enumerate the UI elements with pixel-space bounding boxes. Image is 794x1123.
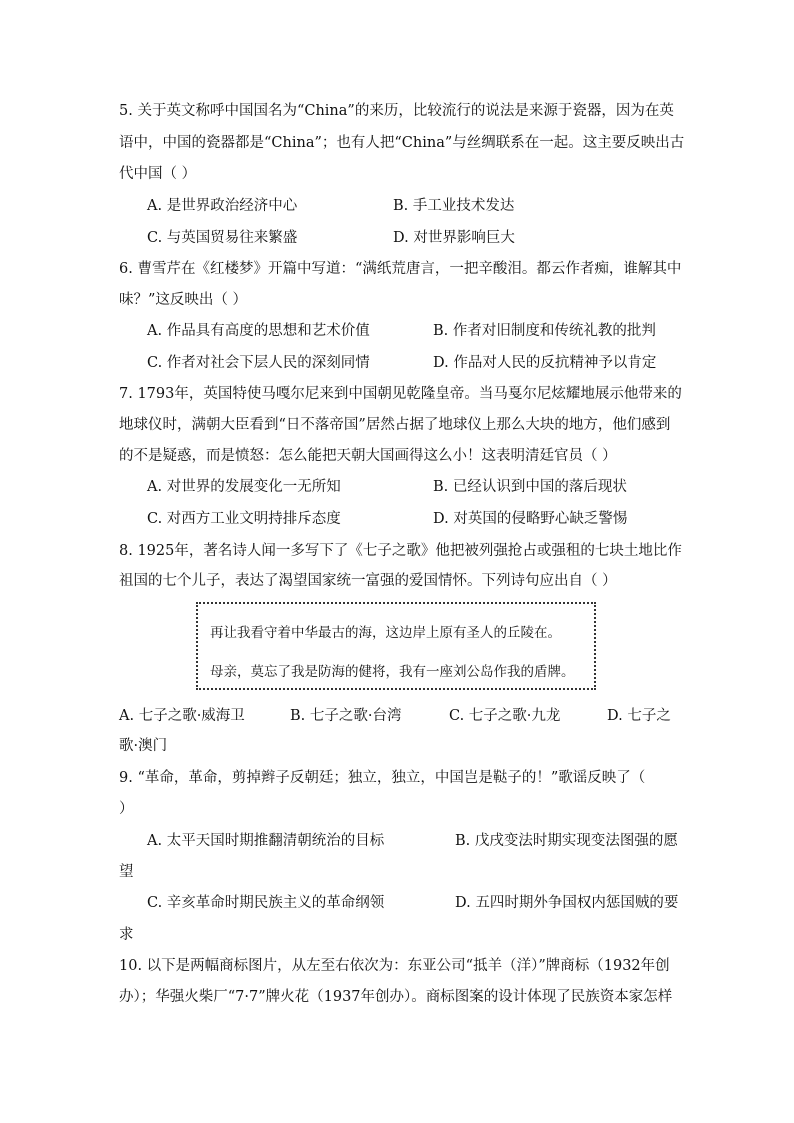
q7-line-1: 7. 1793年，英国特使马嘎尔尼来到中国朝见乾隆皇帝。当马戛尔尼炫耀地展示他带来的 (119, 386, 682, 402)
q8-option-c: C. 七子之歌·九龙 (449, 708, 561, 724)
q8-line-1: 8. 1925年，著名诗人闻一多写下了《七子之歌》他把被列强抢占或强租的七块土地比作 (119, 543, 682, 559)
q7-line-3: 的不是疑惑，而是愤怒：怎么能把天朝大国画得这么小！这表明清廷官员（ ） (119, 448, 617, 464)
q5-option-c: C. 与英国贸易往来繁盛 (147, 230, 298, 246)
q6-option-d: D. 作品对人民的反抗精神予以肯定 (433, 355, 657, 371)
q10-line-1: 10. 以下是两幅商标图片，从左至右依次为：东亚公司“抵羊（洋）”牌商标（1932年创 (119, 958, 670, 974)
q6-line-2: 味？”这反映出（ ） (119, 292, 248, 308)
q8-option-a: A. 七子之歌·威海卫 (119, 708, 245, 724)
q9-option-b: B. 戊戌变法时期实现变法图强的愿 (455, 833, 678, 849)
q5-line-2: 语中，中国的瓷器都是“China”；也有人把“China”与丝绸联系在一起。这主要反映出古 (119, 135, 685, 151)
q7-line-2: 地球仪时，满朝大臣看到“日不落帝国”居然占据了地球仪上那么大块的地方，他们感到 (119, 417, 671, 433)
q5-option-d: D. 对世界影响巨大 (393, 230, 515, 246)
q8-option-d: D. 七子之 (607, 708, 671, 724)
q8-option-d-wrap: 歌·澳门 (119, 738, 168, 754)
q6-line-1: 6. 曹雪芹在《红楼梦》开篇中写道：“满纸荒唐言，一把辛酸泪。都云作者痴，谁解其中 (119, 261, 682, 277)
q6-option-c: C. 作者对社会下层人民的深刻同情 (147, 355, 370, 371)
q9-line-1: 9. “革命，革命，剪掉辫子反朝廷；独立，独立，中国岂是鞑子的！”歌谣反映了（ (119, 770, 646, 786)
q9-line-2: ） (119, 801, 134, 817)
q5-line-3: 代中国（ ） (119, 166, 197, 182)
q6-option-a: A. 作品具有高度的思想和艺术价值 (147, 323, 370, 339)
q5-option-b: B. 手工业技术发达 (393, 198, 515, 214)
q7-option-a: A. 对世界的发展变化一无所知 (147, 479, 341, 495)
q9-option-d: D. 五四时期外争国权内惩国贼的要 (455, 895, 679, 911)
q7-option-c: C. 对西方工业文明持排斥态度 (147, 511, 341, 527)
q8-poem-box (196, 602, 596, 690)
q6-option-b: B. 作者对旧制度和传统礼教的批判 (433, 323, 656, 339)
q5-option-a: A. 是世界政治经济中心 (147, 198, 298, 214)
q8-poem-line-2: 母亲，莫忘了我是防海的健将，我有一座刘公岛作我的盾牌。 (210, 664, 575, 680)
q9-option-b-wrap: 望 (119, 864, 134, 880)
q8-option-b: B. 七子之歌·台湾 (290, 708, 402, 724)
q10-line-2: 办）；华强火柴厂“7·7”牌火花（1937年创办）。商标图案的设计体现了民族资本家怎样 (119, 989, 673, 1005)
q5-line-1: 5. 关于英文称呼中国国名为“China”的来历，比较流行的说法是来源于瓷器，因为在英 (119, 103, 674, 119)
q8-poem-line-1: 再让我看守着中华最古的海，这边岸上原有圣人的丘陵在。 (210, 625, 561, 641)
q9-option-d-wrap: 求 (119, 927, 134, 943)
q7-option-b: B. 已经认识到中国的落后现状 (433, 479, 627, 495)
q7-option-d: D. 对英国的侵略野心缺乏警惕 (433, 511, 628, 527)
q9-option-c: C. 辛亥革命时期民族主义的革命纲领 (147, 895, 385, 911)
q9-option-a: A. 太平天国时期推翻清朝统治的目标 (147, 833, 385, 849)
q8-line-2: 祖国的七个儿子，表达了渴望国家统一富强的爱国情怀。下列诗句应出自（ ） (119, 573, 617, 589)
